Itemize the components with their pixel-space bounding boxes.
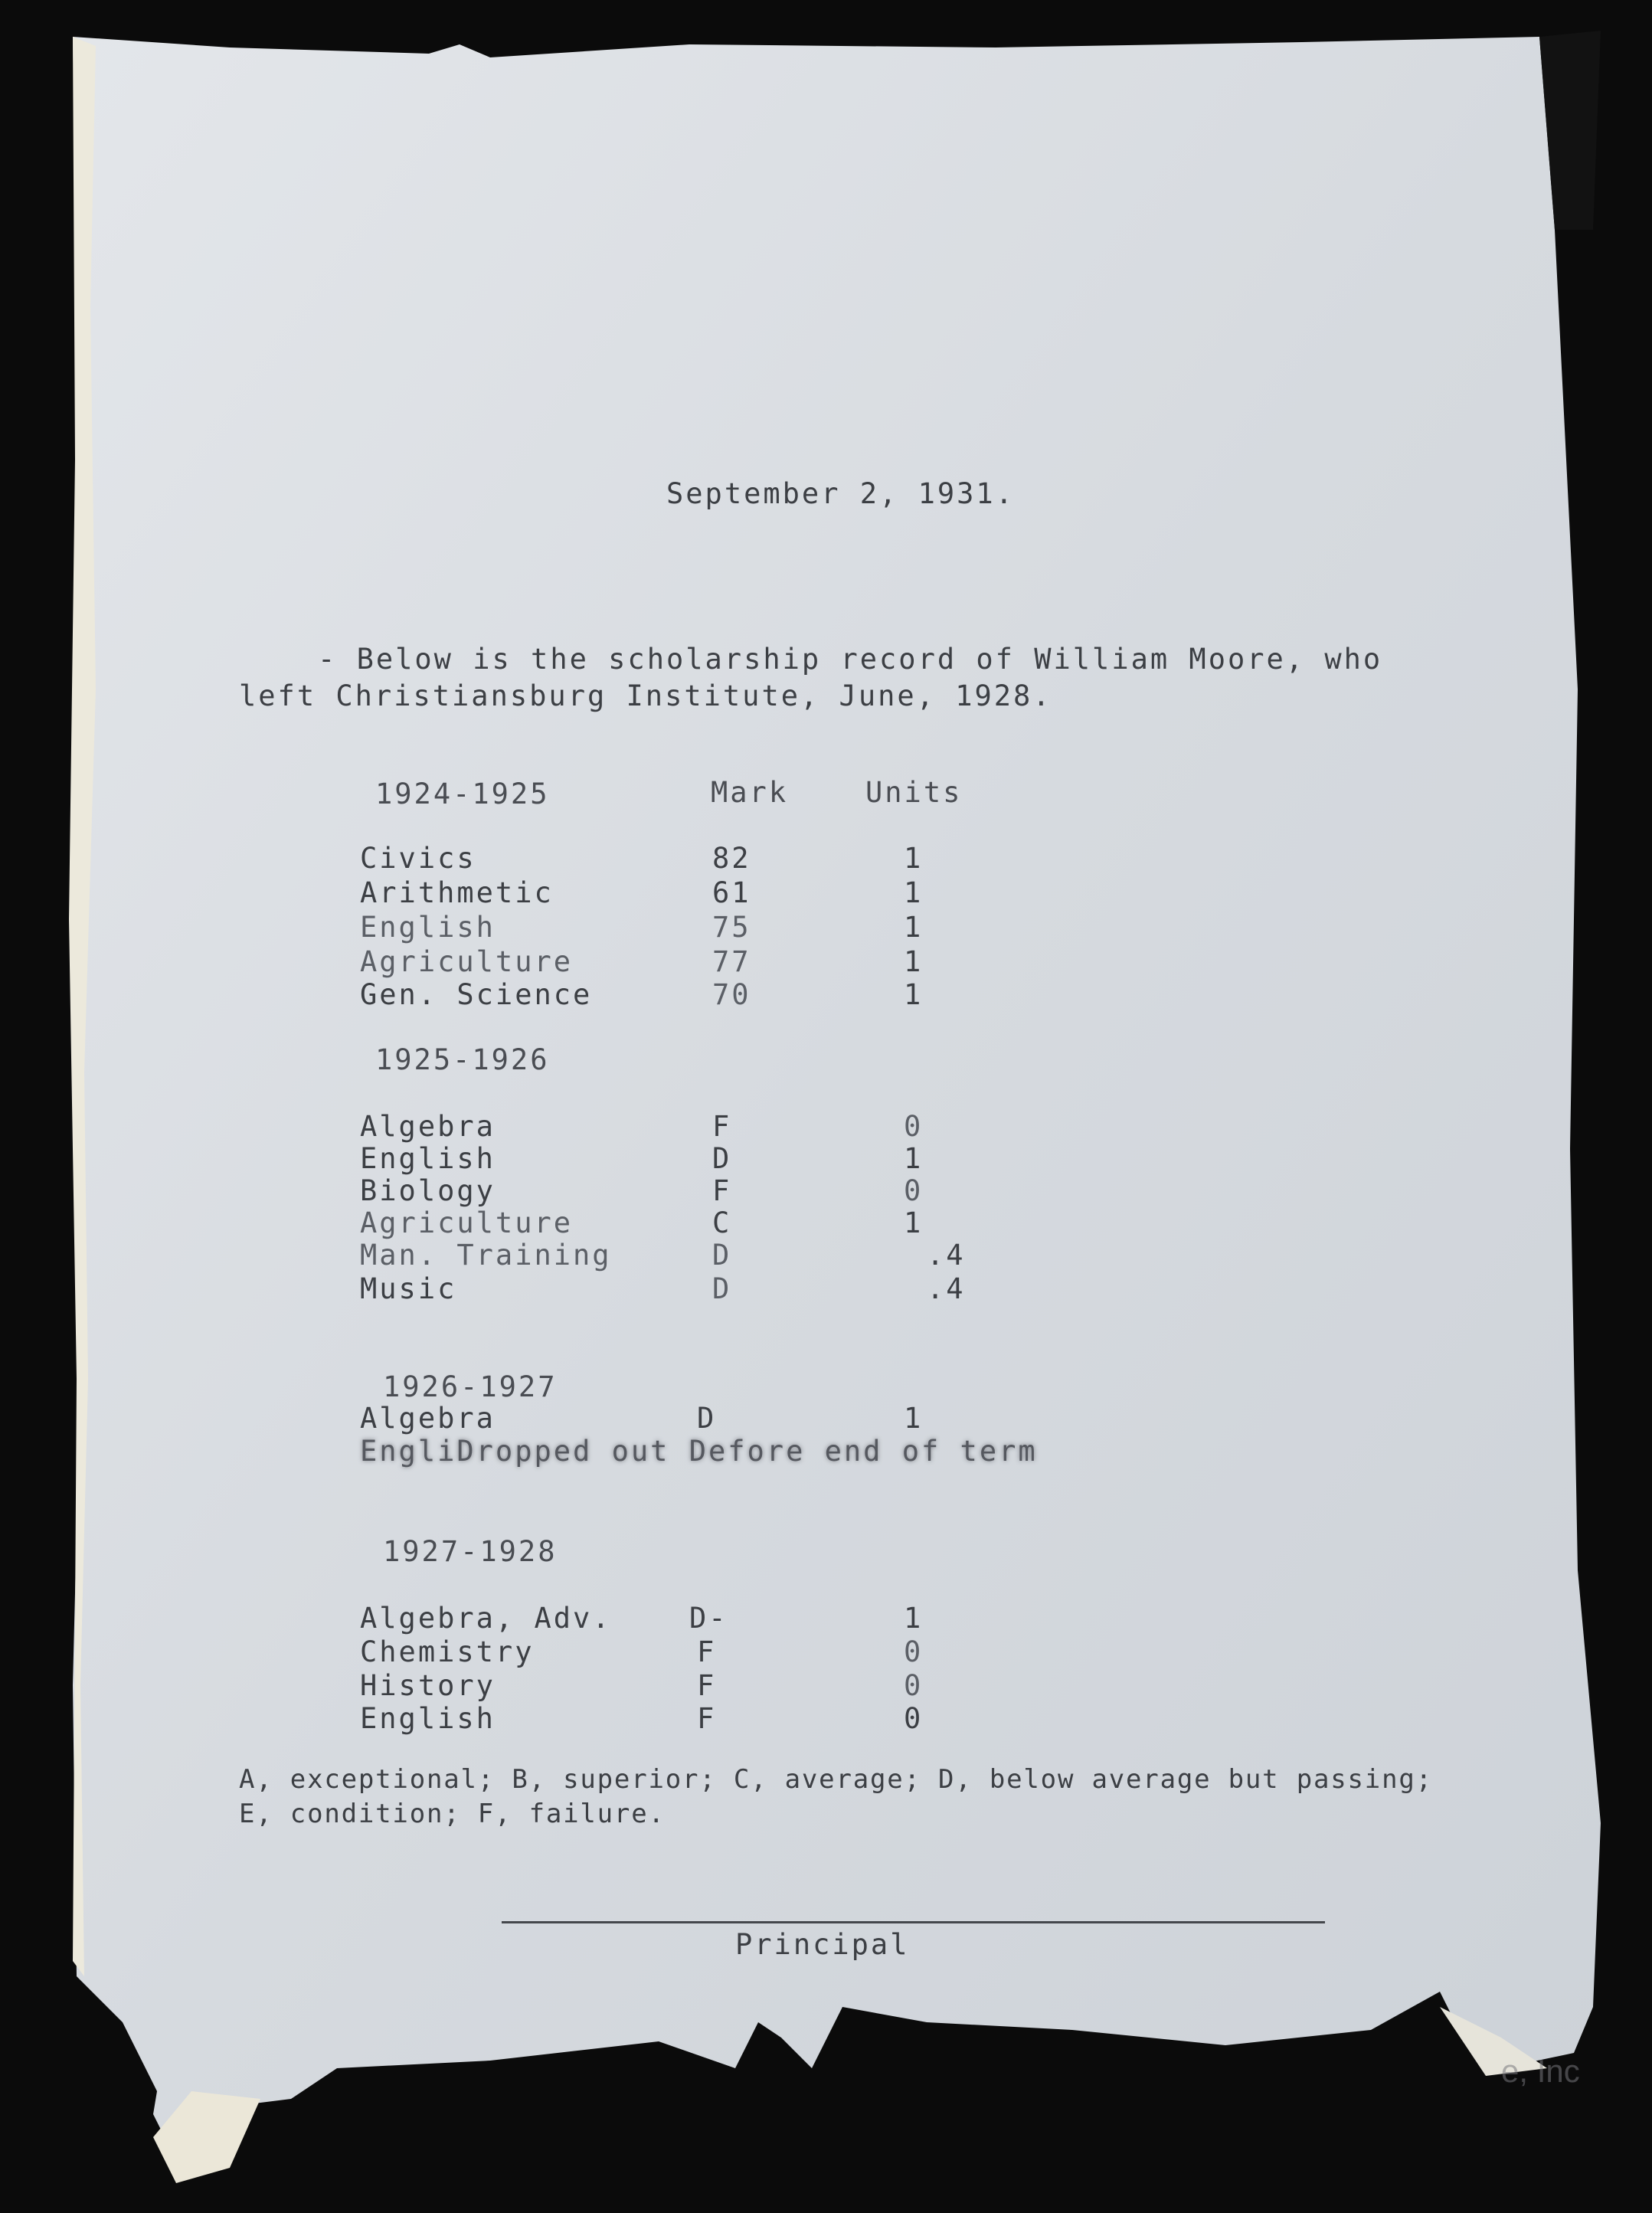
subject-mark: D [712, 1142, 732, 1175]
year-label-1924: 1924-1925 [375, 777, 550, 810]
subject-name: Man. Training [360, 1239, 612, 1272]
subject-units: 1 [904, 876, 924, 909]
subject-name: Chemistry [360, 1635, 535, 1668]
signature-label: Principal [735, 1928, 910, 1961]
subject-name: Music [360, 1272, 457, 1305]
subject-name: Agriculture [360, 945, 574, 978]
subject-units: 0 [904, 1635, 924, 1668]
subject-name: English [360, 911, 496, 944]
subject-name: History [360, 1669, 496, 1702]
subject-mark: 82 [712, 842, 751, 875]
subject-units: 1 [904, 978, 924, 1011]
subject-name: Algebra [360, 1402, 496, 1435]
subject-mark: 77 [712, 945, 751, 978]
subject-mark: F [712, 1174, 732, 1207]
subject-units: .4 [927, 1239, 966, 1272]
subject-name: Biology [360, 1174, 496, 1207]
subject-name: Algebra [360, 1110, 496, 1143]
subject-mark: 61 [712, 876, 751, 909]
subject-mark: F [697, 1635, 717, 1668]
signature-line [502, 1921, 1325, 1923]
intro-line-1 [318, 643, 1383, 676]
subject-units: 1 [904, 1142, 924, 1175]
subject-mark: D [712, 1272, 732, 1305]
subject-units: 0 [904, 1669, 924, 1702]
subject-units: .4 [927, 1272, 966, 1305]
subject-units: 1 [904, 1206, 924, 1239]
subject-name: Civics [360, 842, 476, 875]
subject-mark: F [712, 1110, 732, 1143]
intro-line-2: left Christiansburg Institute, June, 1928. [239, 679, 1052, 712]
intro-text-1: Below is the scholarship record of William Moore, who [356, 643, 1383, 676]
subject-mark: D [712, 1239, 732, 1272]
subject-name: EngliDropped out Defore end of term [360, 1435, 1038, 1468]
subject-mark: F [697, 1669, 717, 1702]
subject-mark: F [697, 1702, 717, 1735]
subject-name: Gen. Science [360, 978, 593, 1011]
subject-units: 0 [904, 1174, 924, 1207]
subject-name: English [360, 1142, 496, 1175]
subject-units: 1 [904, 911, 924, 944]
subject-units: 1 [904, 1602, 924, 1635]
subject-mark: C [712, 1206, 732, 1239]
subject-units: 0 [904, 1702, 924, 1735]
year-label-1926: 1926-1927 [383, 1370, 558, 1403]
year-label-1927: 1927-1928 [383, 1535, 558, 1568]
subject-mark: 75 [712, 911, 751, 944]
subject-units: 0 [904, 1110, 924, 1143]
subject-mark: 70 [712, 978, 751, 1011]
subject-name: Arithmetic [360, 876, 554, 909]
watermark-text: e, Inc [1501, 2053, 1580, 2089]
grade-legend-line-1: A, exceptional; B, superior; C, average; D, below average but passing; [239, 1764, 1433, 1795]
subject-name: Algebra, Adv. [360, 1602, 612, 1635]
grade-legend-line-2: E, condition; F, failure. [239, 1799, 666, 1829]
subject-name: Agriculture [360, 1206, 574, 1239]
document-date: September 2, 1931. [666, 477, 1015, 510]
subject-name: English [360, 1702, 496, 1735]
year-label-1925: 1925-1926 [375, 1043, 550, 1076]
subject-mark: D- [689, 1602, 728, 1635]
column-header-mark: Mark [711, 776, 789, 809]
intro-dash: - [318, 643, 357, 676]
column-header-units: Units [865, 776, 963, 809]
subject-mark: D [697, 1402, 717, 1435]
subject-units: 1 [904, 945, 924, 978]
subject-units: 1 [904, 1402, 924, 1435]
subject-units: 1 [904, 842, 924, 875]
